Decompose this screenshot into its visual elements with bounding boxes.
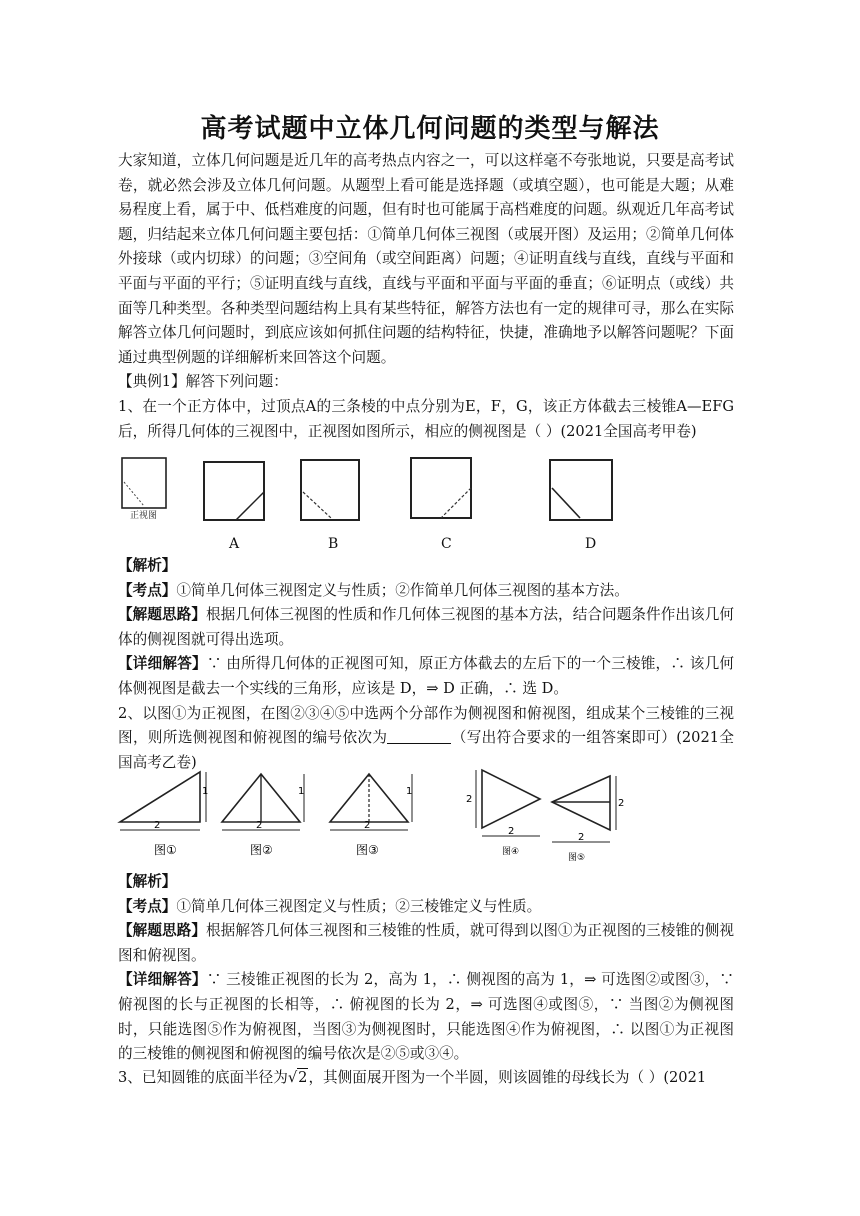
q1-kaodian: [118, 579, 734, 604]
q2-fig1-label: 图①: [154, 843, 177, 857]
q2-text-b: （写出符合要求的一组答案即可）(2021全国高考乙卷): [118, 729, 734, 771]
page-title: 高考试题中立体几何问题的类型与解法: [200, 114, 660, 144]
q3-text: [118, 1066, 734, 1091]
q1-silu-text: 根据几何体三视图的性质和作几何体三视图的基本方法，结合问题条件作出该几何体的侧视图就可得出选项。: [118, 606, 734, 648]
sqrt-radicand: 2: [298, 1069, 308, 1086]
q1-jieda: [118, 652, 734, 701]
q1-option-c-label[interactable]: C: [441, 536, 452, 552]
q2-figures: [116, 762, 636, 870]
svg-text:2: 2: [578, 832, 585, 843]
q2-fig5-label: 图⑤: [568, 853, 586, 863]
q1-text: 1、在一个正方体中，过顶点A的三条棱的中点分别为E，F，G，该正方体截去三棱锥A—EFG后，所得几何体的三视图中，正视图如图所示，相应的侧视图是（ ）(2021全国高考甲卷): [118, 397, 734, 440]
q2-jieda-label: 【详细解答】: [118, 971, 207, 989]
q2-kaodian: [118, 895, 734, 920]
q1-analysis-heading: 【解析】: [118, 557, 177, 574]
svg-text:1: 1: [202, 786, 209, 797]
q2-fig3-label: 图③: [356, 843, 379, 857]
q2-silu-label: 【解题思路】: [118, 922, 207, 940]
q3-text-a: 3、已知圆锥的底面半径为: [118, 1069, 288, 1086]
q1-option-a-label[interactable]: A: [229, 536, 240, 552]
q1-option-b-label[interactable]: B: [328, 536, 339, 552]
q1-option-c-figure[interactable]: [411, 458, 471, 518]
svg-text:1: 1: [406, 786, 413, 797]
q1-option-b-figure[interactable]: [301, 460, 359, 520]
q1-jieda-label: 【详细解答】: [118, 655, 207, 673]
q2-jieda-text: ∵ 三棱锥正视图的长为 2，高为 1，∴ 侧视图的高为 1，⇒ 可选图②或图③，∵ 俯视图的长与正视图的长相等，∴ 俯视图的长为 2，⇒ 可选图④或图⑤，∵ 当图②为侧视图时，只能选图⑤作为俯视图，当图③为侧视图时，只能选图④作为俯视图，∴ 以图①为正视图的三棱锥的侧视图和俯视图的编号依次是②⑤或③④。: [118, 971, 734, 1063]
q1-kaodian-label: 【考点】: [118, 581, 177, 599]
q2-fig2-label: 图②: [250, 843, 273, 857]
q2-silu: [118, 919, 734, 968]
svg-text:2: 2: [154, 820, 161, 831]
svg-text:1: 1: [298, 786, 305, 797]
q2-kaodian-text: ①简单几何体三视图定义与性质；②三棱锥定义与性质。: [176, 897, 542, 915]
q1-jieda-text: ∵ 由所得几何体的正视图可知，原正方体截去的左后下的一个三棱锥，∴ 该几何体侧视图是截去一个实线的三角形，应该是 D，⇒ D 正确，∴ 选 D。: [118, 655, 734, 697]
q2-figure-5: [552, 776, 624, 863]
svg-text:2: 2: [508, 826, 515, 837]
q3-text-b: ，其侧面展开图为一个半圆，则该圆锥的母线长为（ ）(2021: [308, 1069, 707, 1086]
q1-kaodian-text: ①简单几何体三视图定义与性质；②作简单几何体三视图的基本方法。: [176, 581, 629, 599]
q2-answer-blank[interactable]: [387, 729, 451, 744]
intro-text: 大家知道，立体几何问题是近几年的高考热点内容之一，可以这样毫不夸张地说，只要是高考试卷，就必然会涉及立体几何问题。从题型上看可能是选择题（或填空题），也可能是大题；从难易程度上看，属于中、低档难度的问题，但有时也可能属于高档难度的问题。纵观近几年高考试题，归结起来立体几何问题主要包括：①简单几何体三视图（或展开图）及运用；②简单几何体外接球（或内切球）的问题；③空间角（或空间距离）问题；④证明直线与直线，直线与平面和平面与平面的平行；⑤证明直线与直线，直线与平面和平面与平面的垂直；⑥证明点（或线）共面等几种类型。各种类型问题结构上具有某些特征，解答方法也有一定的规律可寻，那么在实际解答立体几何问题时，到底应该如何抓住问题的结构特征，快捷，准确地予以解答问题呢？下面通过典型例题的详细解析来回答这个问题。: [118, 152, 734, 366]
q1-silu: [118, 603, 734, 652]
q2-figure-4: [466, 770, 540, 857]
q1-figures: [118, 452, 638, 562]
q3-line: [118, 1066, 734, 1091]
q1-option-d-label[interactable]: D: [585, 536, 597, 552]
q2-silu-text: 根据解答几何体三视图和三棱锥的性质，就可得到以图①为正视图的三棱锥的侧视图和俯视图。: [118, 922, 734, 964]
svg-text:2: 2: [466, 794, 473, 805]
q2-jieda: [118, 968, 734, 1066]
q2-figure-2: [222, 774, 304, 857]
q1-silu-label: 【解题思路】: [118, 606, 207, 624]
q2-figure-1: [120, 772, 208, 857]
q1-front-caption: 正视图: [130, 511, 158, 521]
q2-analysis-heading: 【解析】: [118, 873, 177, 890]
sqrt-symbol: √2: [287, 1069, 308, 1086]
q1-option-a-figure[interactable]: [204, 462, 264, 520]
q2-analysis: [118, 870, 734, 1067]
q1-option-d-figure[interactable]: [550, 460, 612, 520]
svg-text:2: 2: [364, 820, 371, 831]
example-heading: 【典例1】解答下列问题：: [118, 373, 288, 391]
q2-text-a: 2、以图①为正视图，在图②③④⑤中选两个分部作为侧视图和俯视图，组成某个三棱锥的三视图，则所选侧视图和俯视图的编号依次为: [118, 704, 734, 747]
intro-paragraph: [118, 149, 734, 444]
q2-figure-3: [330, 774, 412, 857]
q1-front-view: [122, 458, 166, 521]
q2-kaodian-label: 【考点】: [118, 897, 177, 915]
svg-text:2: 2: [256, 820, 263, 831]
q2-fig4-label: 图④: [502, 847, 520, 857]
q1-analysis: [118, 554, 734, 775]
svg-text:2: 2: [618, 798, 625, 809]
